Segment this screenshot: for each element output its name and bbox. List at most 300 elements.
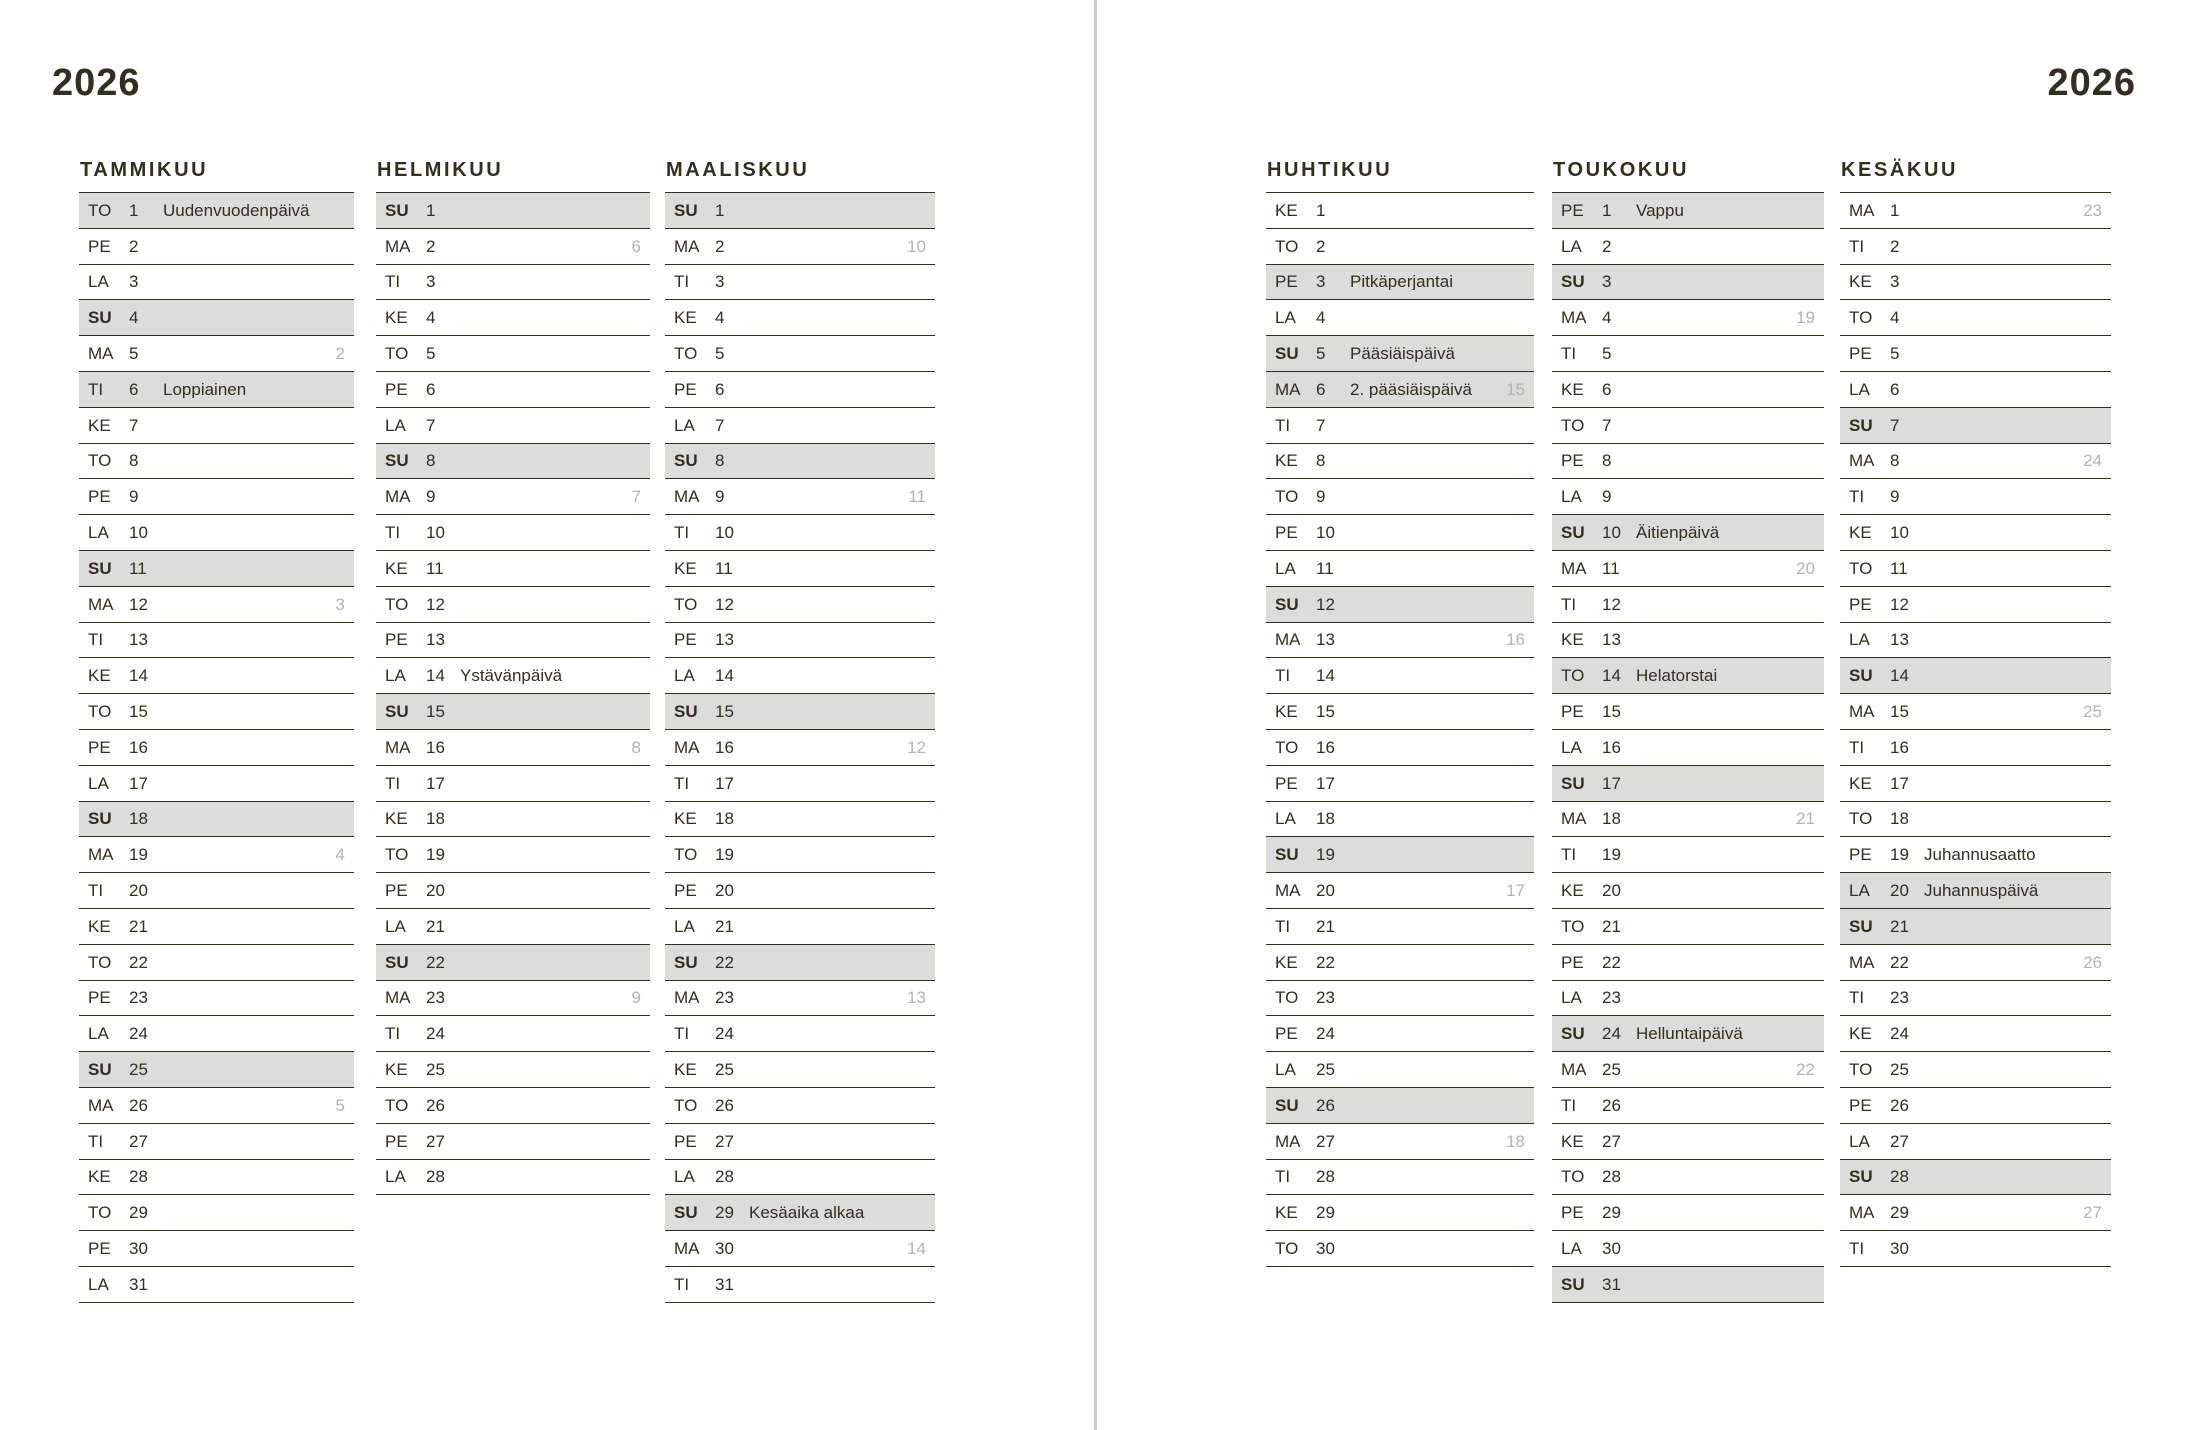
day-number: 18 <box>129 809 148 829</box>
day-abbrev: PE <box>674 630 697 650</box>
day-number: 23 <box>1890 988 1909 1008</box>
calendar-day-row <box>376 658 650 694</box>
day-abbrev: TO <box>1275 737 1299 757</box>
day-number: 10 <box>129 523 148 543</box>
calendar-day-row <box>376 1124 650 1160</box>
day-abbrev: MA <box>1275 630 1301 650</box>
day-abbrev: MA <box>674 487 700 507</box>
calendar-day-row <box>665 658 935 694</box>
day-abbrev: MA <box>385 988 411 1008</box>
day-number: 16 <box>1316 737 1335 757</box>
day-number: 14 <box>1316 666 1335 686</box>
day-abbrev: LA <box>1561 737 1582 757</box>
day-abbrev: KE <box>88 415 111 435</box>
day-abbrev: SU <box>88 558 112 578</box>
day-number: 15 <box>1316 702 1335 722</box>
day-number: 16 <box>715 737 734 757</box>
calendar-day-row <box>1840 372 2111 408</box>
day-number: 13 <box>715 630 734 650</box>
day-abbrev: KE <box>1561 630 1584 650</box>
calendar-day-row <box>376 873 650 909</box>
calendar-day-row <box>79 444 354 480</box>
day-number: 25 <box>1316 1060 1335 1080</box>
day-abbrev: TO <box>1275 1239 1299 1258</box>
day-number: 3 <box>1316 272 1326 292</box>
month-calendar-march <box>665 158 935 1303</box>
calendar-day-row <box>1552 1124 1824 1160</box>
day-abbrev: TO <box>385 845 409 865</box>
day-abbrev: TI <box>1849 1239 1865 1258</box>
calendar-day-row <box>79 837 354 873</box>
day-abbrev: LA <box>88 773 109 793</box>
calendar-day-row <box>79 229 354 265</box>
day-number: 9 <box>1602 487 1612 507</box>
calendar-day-row <box>1840 1231 2111 1267</box>
calendar-day-row <box>1552 873 1824 909</box>
calendar-day-row <box>79 265 354 301</box>
day-abbrev: KE <box>385 558 408 578</box>
day-abbrev: MA <box>1849 200 1875 220</box>
calendar-day-row <box>79 658 354 694</box>
calendar-day-row <box>1552 694 1824 730</box>
day-abbrev: TO <box>674 1095 698 1115</box>
calendar-day-row <box>376 909 650 945</box>
calendar-day-row <box>665 873 935 909</box>
calendar-day-row <box>1552 658 1824 694</box>
day-number: 29 <box>1316 1203 1335 1223</box>
day-abbrev: LA <box>88 523 109 543</box>
day-number: 31 <box>1602 1274 1621 1294</box>
calendar-day-row <box>1840 837 2111 873</box>
day-abbrev: SU <box>1849 1167 1873 1187</box>
day-number: 23 <box>1602 988 1621 1008</box>
day-abbrev: TI <box>1561 1095 1577 1115</box>
day-abbrev: LA <box>1561 988 1582 1008</box>
day-number: 30 <box>715 1239 734 1258</box>
day-abbrev: TI <box>385 523 401 543</box>
calendar-day-row <box>376 444 650 480</box>
calendar-day-row <box>1840 1088 2111 1124</box>
calendar-day-row <box>665 1124 935 1160</box>
day-abbrev: PE <box>88 988 111 1008</box>
day-abbrev: PE <box>674 379 697 399</box>
day-abbrev: TO <box>1561 1167 1585 1187</box>
day-abbrev: KE <box>1275 702 1298 722</box>
day-abbrev: SU <box>1849 666 1873 686</box>
day-abbrev: TI <box>674 272 690 292</box>
day-number: 9 <box>1890 487 1900 507</box>
day-number: 7 <box>426 415 436 435</box>
day-abbrev: LA <box>385 1167 406 1187</box>
calendar-day-row <box>1840 1124 2111 1160</box>
calendar-day-row <box>665 623 935 659</box>
day-number: 1 <box>129 200 139 220</box>
day-abbrev: MA <box>1561 308 1587 328</box>
day-note: Juhannuspäivä <box>1924 882 2039 900</box>
week-number: 11 <box>908 487 926 507</box>
calendar-day-row <box>376 1160 650 1196</box>
calendar-day-row <box>1840 587 2111 623</box>
day-abbrev: PE <box>1849 344 1872 364</box>
day-number: 30 <box>1316 1239 1335 1258</box>
calendar-day-row <box>376 229 650 265</box>
calendar-day-row <box>1840 730 2111 766</box>
calendar-day-row <box>665 981 935 1017</box>
day-abbrev: PE <box>88 1239 111 1258</box>
day-abbrev: TI <box>1561 845 1577 865</box>
day-abbrev: MA <box>385 487 411 507</box>
day-abbrev: MA <box>1275 379 1301 399</box>
day-abbrev: TI <box>1849 236 1865 256</box>
day-number: 1 <box>1602 200 1612 220</box>
month-calendar-may <box>1552 158 1824 1303</box>
week-number: 24 <box>2083 451 2102 471</box>
day-abbrev: PE <box>1849 594 1872 614</box>
day-abbrev: TO <box>674 594 698 614</box>
day-abbrev: SU <box>674 451 698 471</box>
day-abbrev: SU <box>1849 916 1873 936</box>
calendar-day-row <box>1840 802 2111 838</box>
calendar-day-row <box>665 837 935 873</box>
day-number: 27 <box>715 1131 734 1151</box>
week-number: 16 <box>1506 630 1525 650</box>
day-number: 26 <box>1890 1095 1909 1115</box>
calendar-day-row <box>1266 945 1534 981</box>
calendar-day-row <box>1552 336 1824 372</box>
day-abbrev: SU <box>674 200 698 220</box>
day-abbrev: SU <box>1275 1095 1299 1115</box>
calendar-day-row <box>1840 479 2111 515</box>
day-number: 19 <box>715 845 734 865</box>
day-note: Juhannusaatto <box>1924 846 2036 864</box>
day-number: 9 <box>1316 487 1326 507</box>
calendar-day-row <box>665 1088 935 1124</box>
calendar-day-row <box>376 587 650 623</box>
calendar-day-row <box>1552 479 1824 515</box>
calendar-day-row <box>1840 909 2111 945</box>
day-abbrev: LA <box>1275 809 1296 829</box>
day-number: 12 <box>715 594 734 614</box>
day-number: 22 <box>715 952 734 972</box>
day-abbrev: TI <box>1849 988 1865 1008</box>
calendar-day-row <box>79 1231 354 1267</box>
day-number: 22 <box>1602 952 1621 972</box>
day-number: 15 <box>129 702 148 722</box>
day-number: 28 <box>1316 1167 1335 1187</box>
day-abbrev: KE <box>1561 881 1584 901</box>
day-number: 25 <box>426 1060 445 1080</box>
calendar-day-row <box>1266 479 1534 515</box>
day-number: 28 <box>715 1167 734 1187</box>
calendar-day-row <box>1266 300 1534 336</box>
calendar-day-row <box>79 1016 354 1052</box>
day-number: 11 <box>715 558 733 578</box>
day-number: 13 <box>1890 630 1909 650</box>
day-number: 3 <box>1602 272 1612 292</box>
calendar-day-row <box>79 802 354 838</box>
day-abbrev: KE <box>674 308 697 328</box>
calendar-day-row <box>665 551 935 587</box>
day-abbrev: TI <box>674 523 690 543</box>
day-abbrev: SU <box>1561 773 1585 793</box>
day-note: Vappu <box>1636 201 1684 219</box>
day-number: 28 <box>426 1167 445 1187</box>
day-abbrev: TO <box>385 1095 409 1115</box>
calendar-day-row <box>1552 229 1824 265</box>
calendar-day-row <box>1266 1160 1534 1196</box>
day-number: 30 <box>129 1239 148 1258</box>
day-abbrev: PE <box>385 379 408 399</box>
calendar-day-row <box>665 479 935 515</box>
day-note: Pitkäperjantai <box>1350 273 1454 291</box>
day-abbrev: TI <box>674 1024 690 1044</box>
day-abbrev: TO <box>385 344 409 364</box>
day-number: 13 <box>426 630 445 650</box>
calendar-day-row <box>1840 1195 2111 1231</box>
calendar-day-row <box>1552 909 1824 945</box>
day-number: 14 <box>1602 666 1621 686</box>
calendar-day-row <box>1552 730 1824 766</box>
day-abbrev: LA <box>88 272 109 292</box>
day-number: 8 <box>1602 451 1612 471</box>
calendar-day-row <box>1552 766 1824 802</box>
day-number: 26 <box>1602 1095 1621 1115</box>
day-abbrev: KE <box>1849 523 1872 543</box>
day-number: 23 <box>1316 988 1335 1008</box>
day-number: 5 <box>715 344 725 364</box>
day-number: 4 <box>1316 308 1326 328</box>
day-number: 17 <box>129 773 148 793</box>
calendar-day-row <box>1266 408 1534 444</box>
month-title: HUHTIKUU <box>1267 159 1393 181</box>
day-number: 8 <box>426 451 436 471</box>
day-number: 21 <box>1890 916 1909 936</box>
day-number: 8 <box>715 451 725 471</box>
day-abbrev: TI <box>1849 737 1865 757</box>
day-number: 24 <box>426 1024 445 1044</box>
day-abbrev: TI <box>1275 1167 1291 1187</box>
calendar-day-row <box>79 1124 354 1160</box>
calendar-day-row <box>79 873 354 909</box>
day-number: 24 <box>715 1024 734 1044</box>
day-number: 1 <box>426 200 436 220</box>
day-abbrev: TI <box>1849 487 1865 507</box>
day-abbrev: LA <box>674 916 695 936</box>
day-number: 1 <box>715 200 725 220</box>
day-abbrev: KE <box>674 809 697 829</box>
day-abbrev: TI <box>385 1024 401 1044</box>
day-note: Loppiainen <box>163 380 247 398</box>
day-abbrev: MA <box>385 236 411 256</box>
day-number: 4 <box>1602 308 1612 328</box>
calendar-day-row <box>665 193 935 229</box>
day-number: 10 <box>1890 523 1909 543</box>
calendar-day-row <box>1840 1016 2111 1052</box>
day-number: 25 <box>715 1060 734 1080</box>
day-abbrev: SU <box>1275 594 1299 614</box>
calendar-day-row <box>1266 265 1534 301</box>
day-abbrev: TO <box>1275 236 1299 256</box>
day-number: 11 <box>1316 558 1334 578</box>
day-abbrev: MA <box>1561 809 1587 829</box>
calendar-day-row <box>1552 1052 1824 1088</box>
calendar-day-row <box>376 336 650 372</box>
day-number: 18 <box>715 809 734 829</box>
calendar-day-row <box>1840 300 2111 336</box>
day-abbrev: LA <box>674 415 695 435</box>
day-abbrev: MA <box>88 1095 114 1115</box>
day-abbrev: PE <box>1275 1024 1298 1044</box>
calendar-day-row <box>376 1088 650 1124</box>
calendar-day-row <box>1840 336 2111 372</box>
calendar-day-row <box>1266 229 1534 265</box>
day-number: 4 <box>426 308 436 328</box>
day-abbrev: SU <box>1561 272 1585 292</box>
day-number: 3 <box>426 272 436 292</box>
day-number: 2 <box>715 236 725 256</box>
year-label: 2026 <box>52 62 141 104</box>
month-day-list <box>1840 192 2111 1267</box>
day-abbrev: TO <box>88 952 112 972</box>
day-note: 2. pääsiäispäivä <box>1350 380 1472 398</box>
calendar-day-row <box>376 981 650 1017</box>
day-number: 29 <box>1890 1203 1909 1223</box>
calendar-day-row <box>1552 193 1824 229</box>
day-number: 20 <box>1316 881 1335 901</box>
calendar-day-row <box>79 1052 354 1088</box>
calendar-day-row <box>1840 515 2111 551</box>
day-abbrev: TO <box>1561 916 1585 936</box>
month-calendar-june <box>1840 158 2111 1267</box>
day-abbrev: LA <box>385 916 406 936</box>
day-number: 5 <box>426 344 436 364</box>
day-number: 7 <box>1602 415 1612 435</box>
day-number: 22 <box>426 952 445 972</box>
week-number: 19 <box>1796 308 1815 328</box>
day-note: Uudenvuodenpäivä <box>163 201 310 219</box>
day-abbrev: KE <box>385 308 408 328</box>
day-number: 16 <box>1602 737 1621 757</box>
day-abbrev: TI <box>88 1131 104 1151</box>
day-abbrev: MA <box>1275 881 1301 901</box>
month-calendar-april <box>1266 158 1534 1267</box>
calendar-day-row <box>376 694 650 730</box>
day-abbrev: KE <box>1275 1203 1298 1223</box>
week-number: 7 <box>631 487 641 507</box>
day-abbrev: TI <box>385 272 401 292</box>
day-number: 3 <box>1890 272 1900 292</box>
day-number: 17 <box>1316 773 1335 793</box>
day-number: 26 <box>1316 1095 1335 1115</box>
day-number: 11 <box>129 558 147 578</box>
calendar-day-row <box>1266 981 1534 1017</box>
week-number: 23 <box>2083 200 2102 220</box>
day-number: 20 <box>426 881 445 901</box>
day-number: 21 <box>426 916 445 936</box>
day-number: 1 <box>1890 200 1900 220</box>
day-number: 20 <box>1890 881 1909 901</box>
calendar-day-row <box>79 1088 354 1124</box>
day-number: 12 <box>1602 594 1621 614</box>
day-number: 27 <box>1602 1131 1621 1151</box>
day-number: 16 <box>426 737 445 757</box>
calendar-day-row <box>1266 515 1534 551</box>
calendar-day-row <box>1266 1231 1534 1267</box>
calendar-day-row <box>1552 372 1824 408</box>
calendar-day-row <box>1266 336 1534 372</box>
day-abbrev: SU <box>385 702 409 722</box>
day-note: Ystävänpäivä <box>460 667 563 685</box>
week-number: 21 <box>1796 809 1815 829</box>
calendar-day-row <box>79 1195 354 1231</box>
day-number: 23 <box>715 988 734 1008</box>
calendar-day-row <box>1552 587 1824 623</box>
day-number: 23 <box>426 988 445 1008</box>
week-number: 6 <box>631 236 641 256</box>
day-abbrev: MA <box>88 344 114 364</box>
calendar-day-row <box>1552 551 1824 587</box>
day-number: 30 <box>1890 1239 1909 1258</box>
day-abbrev: PE <box>1561 1203 1584 1223</box>
day-abbrev: SU <box>88 1060 112 1080</box>
month-title: TOUKOKUU <box>1553 159 1689 181</box>
calendar-day-row <box>1552 945 1824 981</box>
calendar-day-row <box>1266 909 1534 945</box>
calendar-day-row <box>1266 694 1534 730</box>
calendar-day-row <box>79 300 354 336</box>
day-abbrev: PE <box>88 236 111 256</box>
day-number: 6 <box>1316 379 1326 399</box>
day-number: 19 <box>129 845 148 865</box>
day-abbrev: PE <box>385 630 408 650</box>
day-abbrev: PE <box>1275 272 1298 292</box>
month-calendar-february <box>376 158 650 1195</box>
calendar-day-row <box>1266 1016 1534 1052</box>
calendar-day-row <box>1552 623 1824 659</box>
day-abbrev: MA <box>1275 1131 1301 1151</box>
day-abbrev: PE <box>1849 845 1872 865</box>
calendar-day-row <box>1266 193 1534 229</box>
month-title: HELMIKUU <box>377 159 504 181</box>
calendar-day-row <box>376 479 650 515</box>
day-number: 5 <box>1890 344 1900 364</box>
calendar-day-row <box>1840 873 2111 909</box>
day-abbrev: SU <box>674 952 698 972</box>
day-abbrev: SU <box>1561 1274 1585 1294</box>
calendar-day-row <box>1840 1160 2111 1196</box>
calendar-day-row <box>1552 1088 1824 1124</box>
day-abbrev: LA <box>1849 379 1870 399</box>
day-abbrev: PE <box>1561 702 1584 722</box>
day-number: 22 <box>1316 952 1335 972</box>
day-abbrev: KE <box>1275 200 1298 220</box>
day-number: 10 <box>1316 523 1335 543</box>
calendar-day-row <box>1266 1195 1534 1231</box>
week-number: 10 <box>907 236 926 256</box>
day-number: 6 <box>426 379 436 399</box>
day-abbrev: TO <box>1275 487 1299 507</box>
calendar-day-row <box>1266 623 1534 659</box>
calendar-day-row <box>665 229 935 265</box>
calendar-day-row <box>79 945 354 981</box>
day-number: 27 <box>1316 1131 1335 1151</box>
calendar-day-row <box>1266 551 1534 587</box>
day-number: 13 <box>129 630 148 650</box>
day-abbrev: KE <box>1275 451 1298 471</box>
day-number: 6 <box>1602 379 1612 399</box>
day-abbrev: PE <box>674 1131 697 1151</box>
calendar-day-row <box>79 981 354 1017</box>
